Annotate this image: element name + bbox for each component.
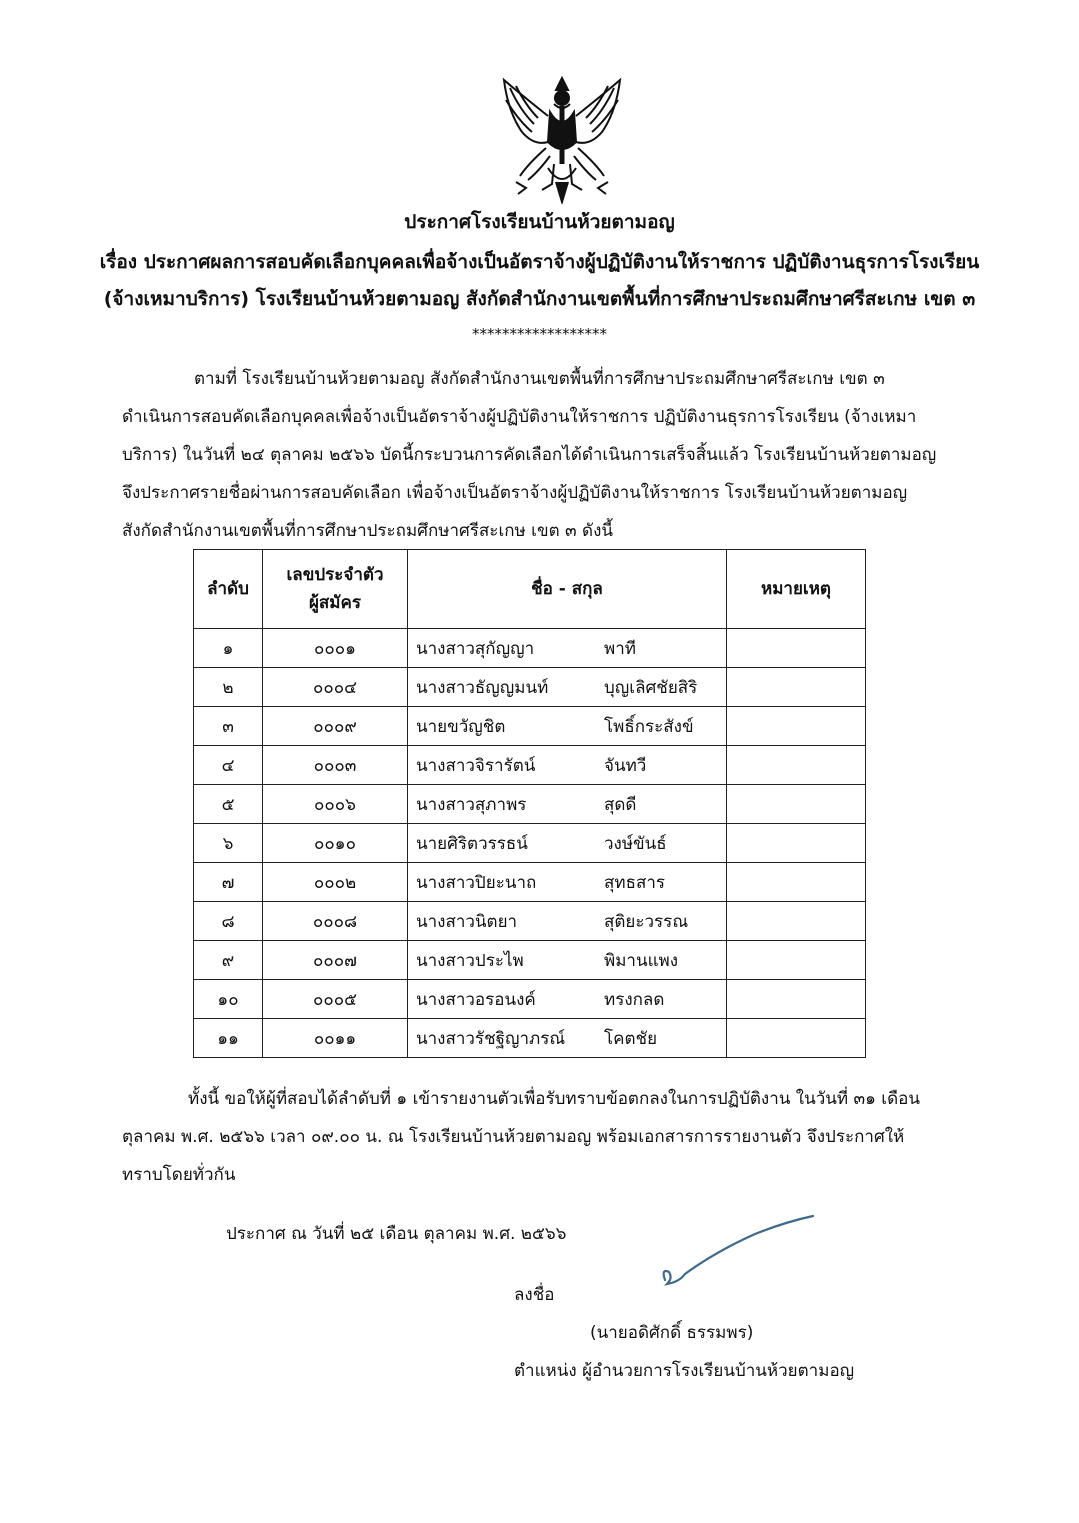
row-note bbox=[727, 785, 866, 824]
candidate-table bbox=[193, 549, 866, 1058]
table-row bbox=[194, 980, 866, 1019]
row-last-name: สุทธสาร bbox=[604, 872, 666, 893]
table-row bbox=[194, 824, 866, 863]
row-no: ๘ bbox=[194, 902, 263, 941]
intro-line: ตามที่ โรงเรียนบ้านห้วยตามอญ สังกัดสำนักงานเขตพื้นที่การศึกษาประถมศึกษาศรีสะเกษ เขต ๓ bbox=[194, 369, 885, 389]
row-no: ๙ bbox=[194, 941, 263, 980]
intro-line: บริการ) ในวันที่ ๒๔ ตุลาคม ๒๕๖๖ บัดนี้กระบวนการคัดเลือกได้ดำเนินการเสร็จสิ้นแล้ว โรงเรียนบ้านห้วยตามอญ bbox=[122, 445, 937, 465]
header-id-line2: ผู้สมัคร bbox=[308, 593, 362, 613]
row-id: ๐๐๐๗ bbox=[263, 941, 408, 980]
row-first-name: นางสาวธัญญมนท์ bbox=[416, 677, 549, 698]
closing-line: ตุลาคม พ.ศ. ๒๕๖๖ เวลา ๐๙.๐๐ น. ณ โรงเรียนบ้านห้วยตามอญ พร้อมเอกสารการรายงานตัว จึงประกาศให้ bbox=[122, 1127, 905, 1147]
row-name bbox=[408, 863, 727, 902]
row-no: ๑ bbox=[194, 629, 263, 668]
row-no: ๔ bbox=[194, 746, 263, 785]
row-note bbox=[727, 824, 866, 863]
garuda-emblem-icon bbox=[498, 72, 626, 204]
row-last-name: โคตชัย bbox=[604, 1028, 658, 1049]
row-id: ๐๐๐๓ bbox=[263, 746, 408, 785]
row-name bbox=[408, 629, 727, 668]
row-name bbox=[408, 785, 727, 824]
intro-paragraph bbox=[122, 360, 972, 550]
row-no: ๑๑ bbox=[194, 1019, 263, 1058]
row-last-name: สุติยะวรรณ bbox=[604, 911, 689, 932]
row-no: ๗ bbox=[194, 863, 263, 902]
row-name bbox=[408, 941, 727, 980]
signer-position: ตำแหน่ง ผู้อำนวยการโรงเรียนบ้านห้วยตามอญ bbox=[514, 1361, 855, 1381]
subject-line-1: เรื่อง ประกาศผลการสอบคัดเลือกบุคคลเพื่อจ้างเป็นอัตราจ้างผู้ปฏิบัติงานให้ราชการ ปฏิบัติงานธุรการโรงเรียน bbox=[99, 251, 980, 273]
row-last-name: จันทวี bbox=[604, 755, 647, 776]
row-id: ๐๐๐๙ bbox=[263, 707, 408, 746]
table-row bbox=[194, 629, 866, 668]
row-id: ๐๐๐๑ bbox=[263, 629, 408, 668]
row-name bbox=[408, 824, 727, 863]
row-name bbox=[408, 746, 727, 785]
row-id: ๐๐๐๖ bbox=[263, 785, 408, 824]
row-id: ๐๐๑๐ bbox=[263, 824, 408, 863]
row-id: ๐๐๐๔ bbox=[263, 668, 408, 707]
row-last-name: พาที bbox=[604, 638, 636, 659]
table-row bbox=[194, 902, 866, 941]
row-name bbox=[408, 668, 727, 707]
table-row bbox=[194, 1019, 866, 1058]
announcement-title: ประกาศโรงเรียนบ้านห้วยตามอญ bbox=[404, 211, 675, 233]
row-note bbox=[727, 902, 866, 941]
row-note bbox=[727, 1019, 866, 1058]
separator: ****************** bbox=[472, 325, 607, 343]
intro-line: สังกัดสำนักงานเขตพื้นที่การศึกษาประถมศึกษาศรีสะเกษ เขต ๓ ดังนี้ bbox=[122, 521, 614, 541]
row-no: ๕ bbox=[194, 785, 263, 824]
table-row bbox=[194, 707, 866, 746]
row-no: ๒ bbox=[194, 668, 263, 707]
header-name: ชื่อ - สกุล bbox=[408, 550, 727, 629]
row-note bbox=[727, 668, 866, 707]
row-first-name: นายศิริตวรรธน์ bbox=[416, 833, 528, 854]
table-row bbox=[194, 785, 866, 824]
row-no: ๓ bbox=[194, 707, 263, 746]
row-id: ๐๐๑๑ bbox=[263, 1019, 408, 1058]
row-note bbox=[727, 980, 866, 1019]
row-id: ๐๐๐๒ bbox=[263, 863, 408, 902]
closing-line: ทราบโดยทั่วกัน bbox=[122, 1165, 236, 1185]
header-note: หมายเหตุ bbox=[727, 550, 866, 629]
subject-line-2: (จ้างเหมาบริการ) โรงเรียนบ้านห้วยตามอญ สังกัดสำนักงานเขตพื้นที่การศึกษาประถมศึกษาศรีสะเกษ เขต ๓ bbox=[103, 288, 976, 310]
row-first-name: นางสาวสุภาพร bbox=[416, 794, 527, 815]
handwritten-signature bbox=[655, 1212, 820, 1292]
closing-line: ทั้งนี้ ขอให้ผู้ที่สอบได้ลำดับที่ ๑ เข้ารายงานตัวเพื่อรับทราบข้อตกลงในการปฏิบัติงาน ในวันที่ ๓๑ เดือน bbox=[188, 1089, 920, 1109]
header-id-line1: เลขประจำตัว bbox=[286, 565, 384, 585]
row-first-name: นางสาวจิรารัตน์ bbox=[416, 755, 536, 776]
row-last-name: บุญเลิศชัยสิริ bbox=[604, 677, 698, 698]
row-last-name: พิมานแพง bbox=[604, 950, 679, 971]
table-row bbox=[194, 941, 866, 980]
closing-paragraph bbox=[122, 1080, 972, 1194]
header-no: ลำดับ bbox=[194, 550, 263, 629]
announcement-date: ประกาศ ณ วันที่ ๒๕ เดือน ตุลาคม พ.ศ. ๒๕๖๖ bbox=[226, 1224, 567, 1244]
intro-line: จึงประกาศรายชื่อผ่านการสอบคัดเลือก เพื่อจ้างเป็นอัตราจ้างผู้ปฏิบัติงานให้ราชการ โรงเรียนบ้านห้วยตามอญ bbox=[122, 483, 908, 503]
row-first-name: นางสาวประไพ bbox=[416, 950, 524, 971]
row-last-name: วงษ์ขันธ์ bbox=[604, 833, 667, 854]
row-last-name: โพธิ์กระสังข์ bbox=[604, 716, 694, 737]
row-no: ๖ bbox=[194, 824, 263, 863]
row-name bbox=[408, 707, 727, 746]
row-last-name: ทรงกลด bbox=[604, 989, 665, 1010]
row-note bbox=[727, 629, 866, 668]
row-name bbox=[408, 980, 727, 1019]
row-note bbox=[727, 863, 866, 902]
row-first-name: นางสาวรัชฐิญาภรณ์ bbox=[416, 1028, 566, 1049]
row-name bbox=[408, 1019, 727, 1058]
row-first-name: นางสาวปิยะนาถ bbox=[416, 872, 537, 893]
row-id: ๐๐๐๘ bbox=[263, 902, 408, 941]
header-applicant-id bbox=[263, 550, 408, 629]
intro-line: ดำเนินการสอบคัดเลือกบุคคลเพื่อจ้างเป็นอัตราจ้างผู้ปฏิบัติงานให้ราชการ ปฏิบัติงานธุรการโรงเรียน (จ้างเหมา bbox=[122, 407, 917, 427]
row-no: ๑๐ bbox=[194, 980, 263, 1019]
signer-name: (นายอดิศักดิ์ ธรรมพร) bbox=[590, 1323, 754, 1343]
row-note bbox=[727, 707, 866, 746]
table-row bbox=[194, 746, 866, 785]
row-first-name: นางสาวสุกัญญา bbox=[416, 638, 535, 659]
row-first-name: นายขวัญชิต bbox=[416, 716, 506, 737]
row-first-name: นางสาวอรอนงค์ bbox=[416, 989, 536, 1010]
row-note bbox=[727, 746, 866, 785]
row-name bbox=[408, 902, 727, 941]
table-header-row bbox=[194, 550, 866, 629]
row-note bbox=[727, 941, 866, 980]
row-last-name: สุดดี bbox=[604, 794, 637, 815]
sign-label: ลงชื่อ bbox=[514, 1285, 555, 1305]
table-row bbox=[194, 668, 866, 707]
row-id: ๐๐๐๕ bbox=[263, 980, 408, 1019]
row-first-name: นางสาวนิตยา bbox=[416, 911, 518, 932]
table-row bbox=[194, 863, 866, 902]
